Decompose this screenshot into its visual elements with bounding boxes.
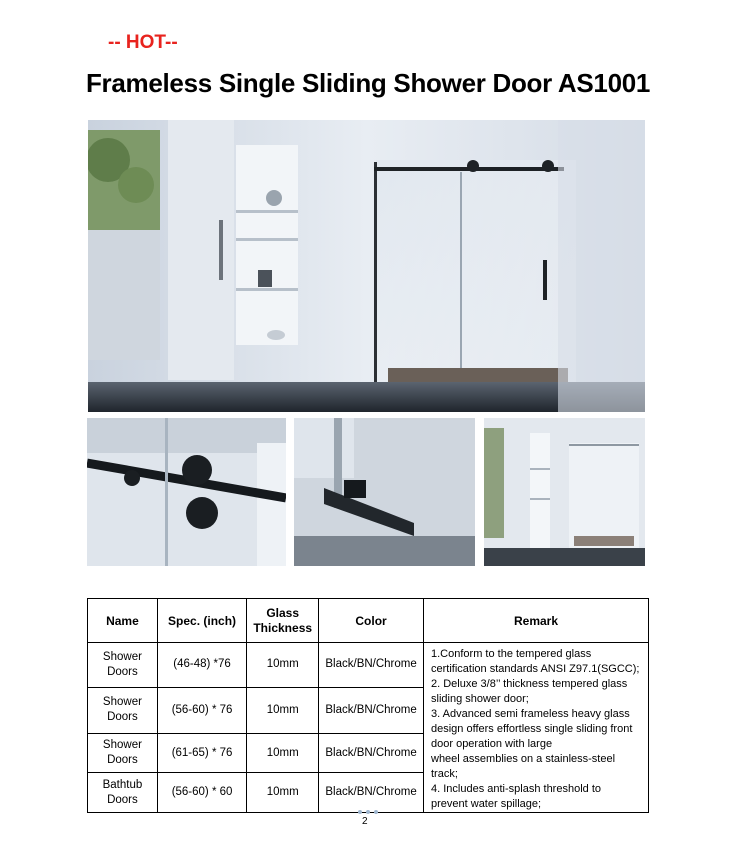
row-thickness: 10mm: [247, 773, 319, 813]
chrome-version-photo: [484, 418, 645, 566]
remark-line: prevent water spillage;: [431, 798, 542, 810]
spec-table: [87, 598, 649, 813]
remark-line: 2. Deluxe 3/8’’ thickness tempered glass: [431, 678, 628, 690]
row-color: Black/BN/Chrome: [319, 733, 424, 773]
row-spec: (56-60) * 76: [157, 687, 246, 733]
table-row: [88, 643, 649, 688]
dot-icon: [366, 810, 370, 814]
row-name: Shower Doors: [88, 733, 158, 773]
header-name: Name: [88, 599, 158, 643]
row-thickness: 10mm: [247, 733, 319, 773]
header-color: Color: [319, 599, 424, 643]
remark-line: design offers effortless single sliding front: [431, 723, 633, 735]
remark-line: door operation with large: [431, 738, 553, 750]
dot-icon: [358, 810, 362, 814]
hot-badge: -- HOT--: [108, 32, 178, 53]
page-dots: [356, 810, 380, 814]
main-product-photo: [88, 120, 645, 412]
row-color: Black/BN/Chrome: [319, 687, 424, 733]
remark-line: certification standards ANSI Z97.1(SGCC);: [431, 663, 640, 675]
bottom-guide-photo: [294, 418, 475, 566]
row-color: Black/BN/Chrome: [319, 643, 424, 688]
remark-line: track;: [431, 768, 458, 780]
row-name: Bathtub Doors: [88, 773, 158, 813]
header-thickness: Glass Thickness: [247, 599, 319, 643]
row-color: Black/BN/Chrome: [319, 773, 424, 813]
page-number: 2: [362, 816, 368, 827]
remark-line: 4. Includes anti-splash threshold to: [431, 783, 601, 795]
row-spec: (46-48) *76: [157, 643, 246, 688]
page-title: Frameless Single Sliding Shower Door AS1001: [85, 68, 651, 98]
row-spec: (61-65) * 76: [157, 733, 246, 773]
row-thickness: 10mm: [247, 643, 319, 688]
remark-line: 3. Advanced semi frameless heavy glass: [431, 708, 630, 720]
dot-icon: [374, 810, 378, 814]
row-thickness: 10mm: [247, 687, 319, 733]
table-header-row: [88, 599, 649, 643]
roller-closeup-photo: [87, 418, 286, 566]
row-name: Shower Doors: [88, 687, 158, 733]
header-remark: Remark: [424, 599, 649, 643]
remark-line: wheel assemblies on a stainless-steel: [431, 753, 616, 765]
remark-cell: [424, 643, 649, 813]
row-spec: (56-60) * 60: [157, 773, 246, 813]
row-name: Shower Doors: [88, 643, 158, 688]
header-spec: Spec. (inch): [157, 599, 246, 643]
remark-line: sliding shower door;: [431, 693, 529, 705]
remark-line: 1.Conform to the tempered glass: [431, 648, 592, 660]
